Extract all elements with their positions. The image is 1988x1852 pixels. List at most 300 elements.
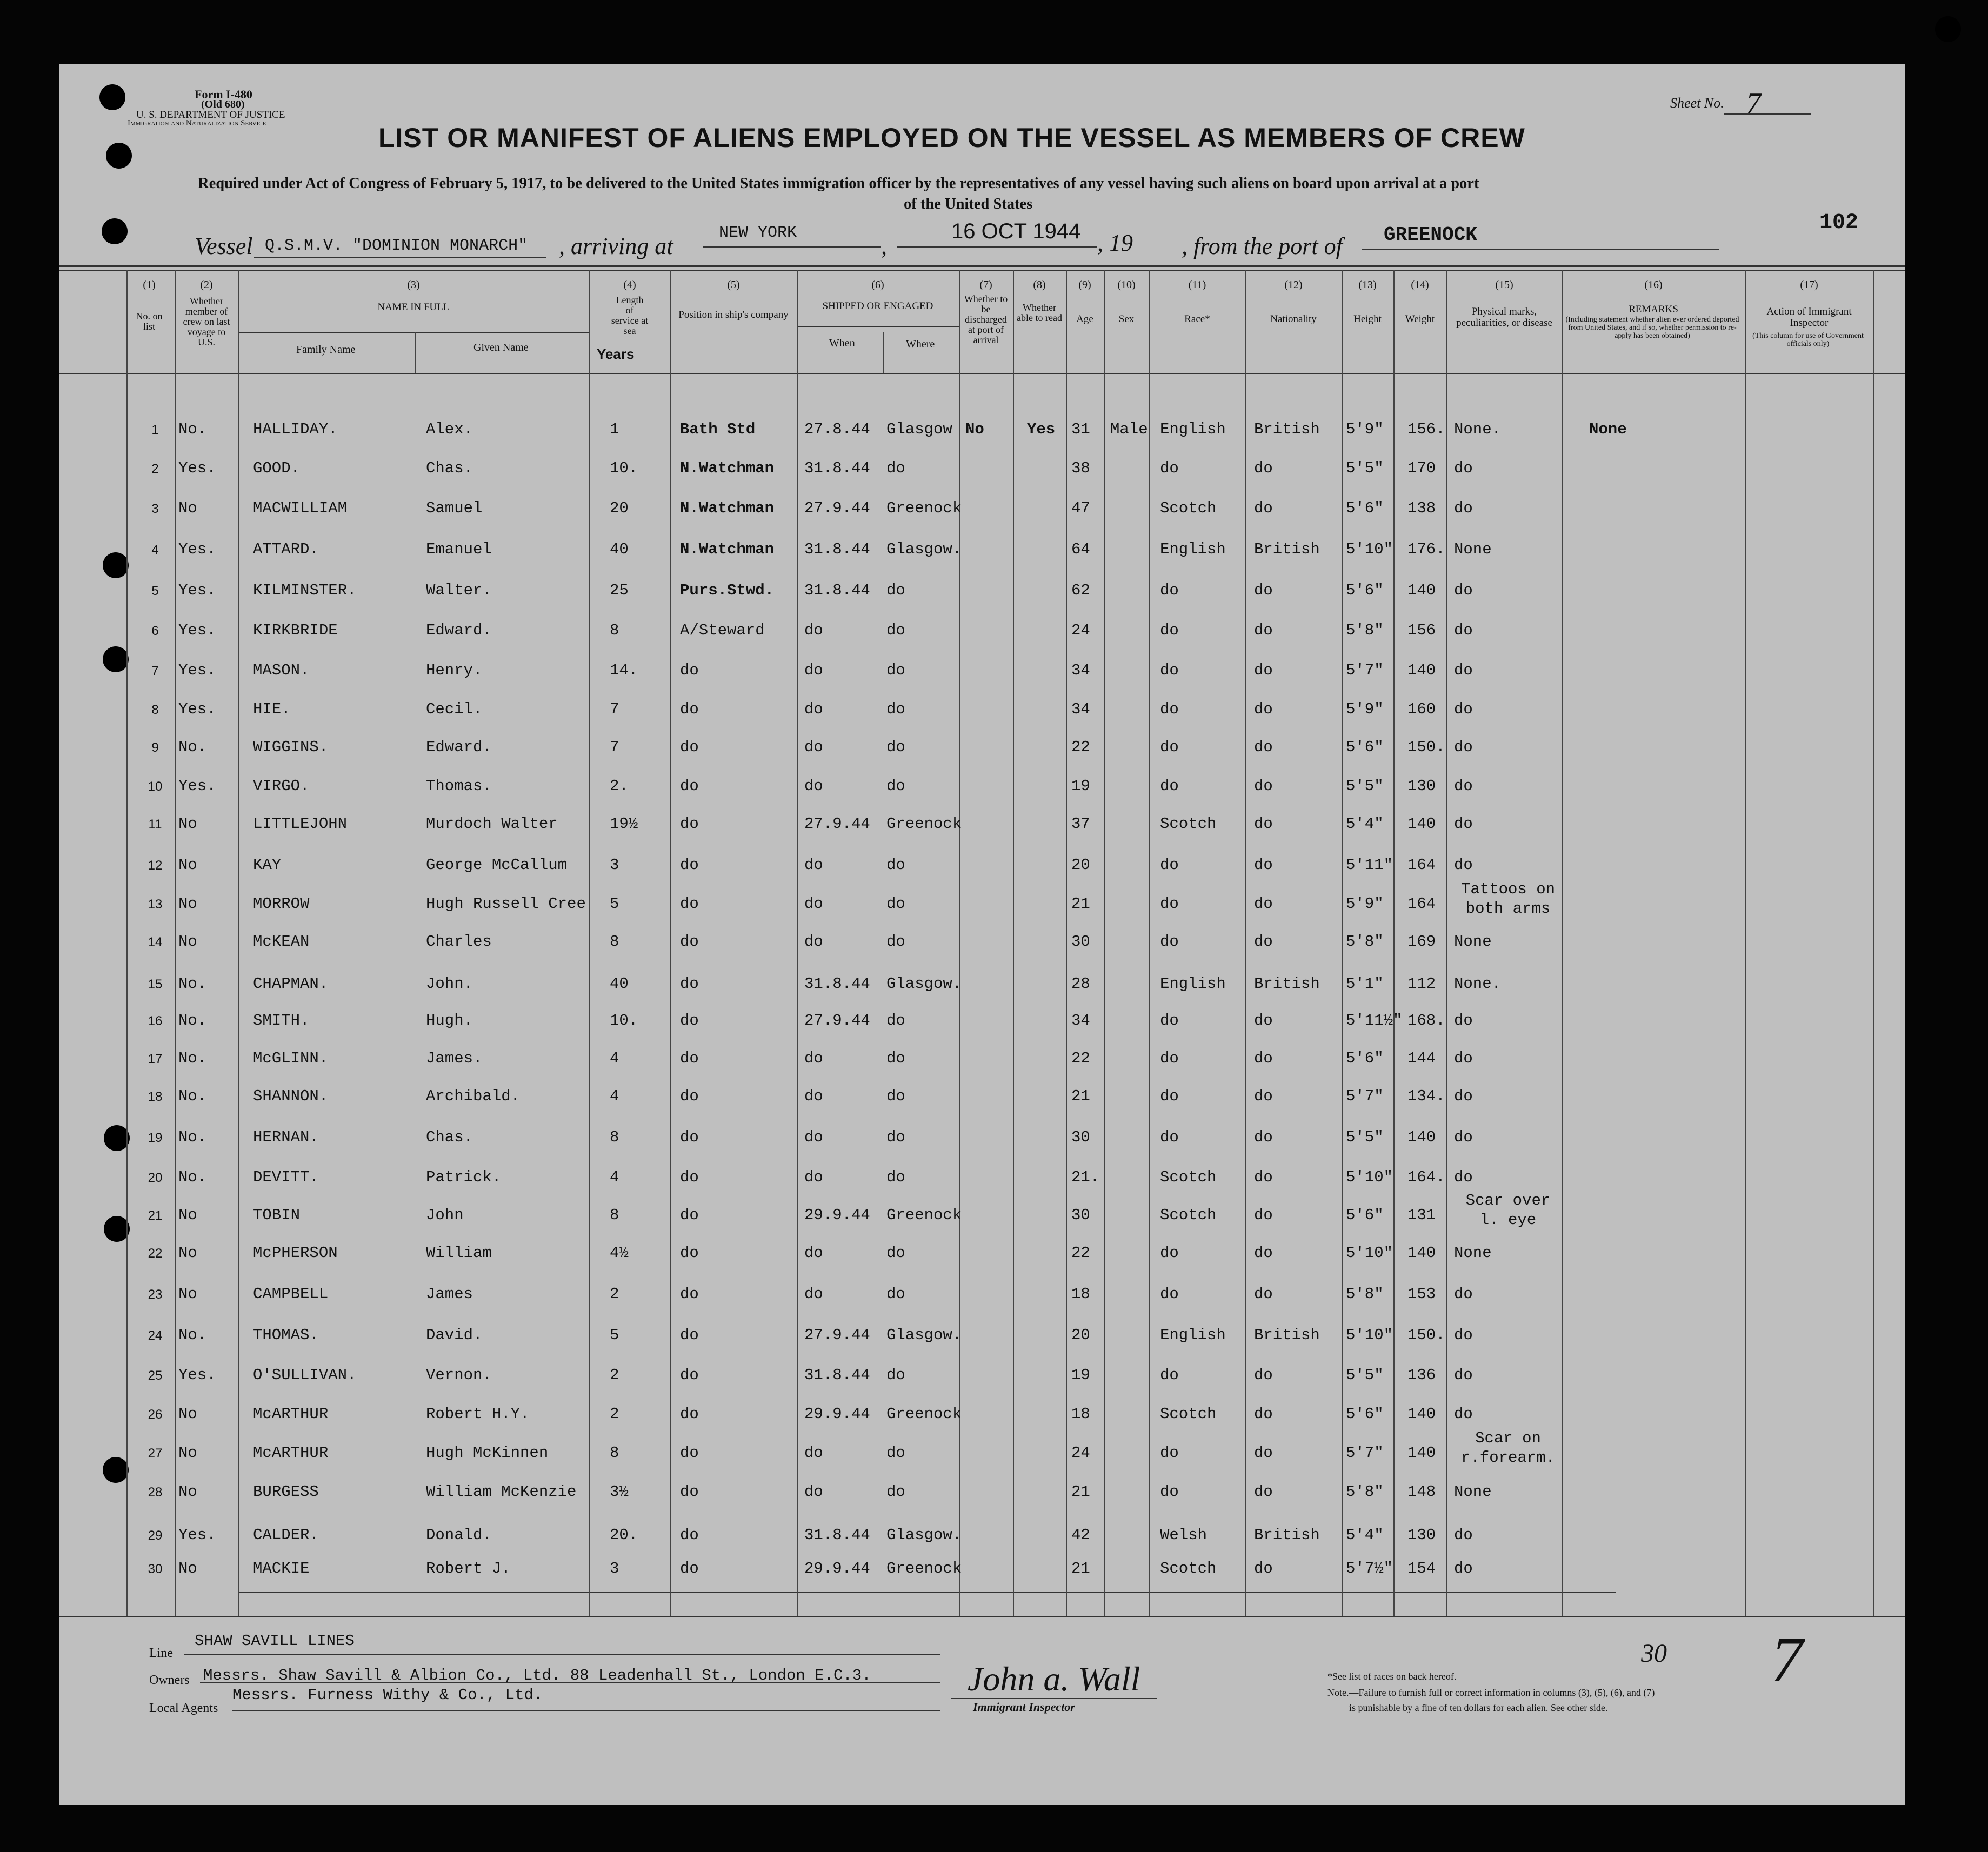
given-name-cell: John: [426, 1206, 464, 1224]
shipped-when-cell: do: [804, 777, 823, 795]
height-cell: 5'6": [1346, 581, 1384, 599]
prev-voyage-cell: No.: [178, 975, 207, 993]
shipped-when-cell: 31.8.44: [804, 581, 870, 599]
position-cell: do: [680, 1244, 699, 1262]
row-number-cell: 18: [148, 1089, 163, 1104]
race-cell: English: [1160, 540, 1226, 558]
shipped-when-cell: do: [804, 1483, 823, 1501]
row-number-cell: 26: [148, 1407, 163, 1422]
column-rule: [238, 270, 239, 1616]
weight-cell: 156.: [1407, 420, 1445, 438]
race-cell: Scotch: [1160, 1206, 1217, 1224]
weight-cell: 150.: [1407, 1326, 1445, 1344]
given-name-cell: Edward.: [426, 738, 492, 756]
nationality-cell: British: [1254, 975, 1320, 993]
shipped-where-cell: do: [886, 1444, 905, 1462]
column-rule: [589, 270, 590, 1616]
column-header: REMARKS: [1629, 304, 1678, 315]
nationality-cell: do: [1254, 1483, 1273, 1501]
column-header: No. on list: [136, 311, 163, 332]
nationality-cell: do: [1254, 738, 1273, 756]
physical-marks-cell: do: [1454, 700, 1473, 718]
given-name-cell: Chas.: [426, 1128, 473, 1146]
given-name-cell: Henry.: [426, 661, 483, 679]
height-cell: 5'5": [1346, 1366, 1384, 1384]
age-cell: 47: [1071, 499, 1090, 517]
column-header: Weight: [1405, 313, 1435, 325]
column-header: Whether to be discharged at port of arrival: [964, 293, 1008, 345]
family-name-cell: CHAPMAN.: [253, 975, 329, 993]
shipped-where-cell: do: [886, 700, 905, 718]
position-cell: do: [680, 1206, 699, 1224]
family-name-cell: SHANNON.: [253, 1087, 329, 1105]
form-old-number: (Old 680): [201, 98, 245, 110]
physical-marks-cell: do: [1454, 856, 1473, 874]
row-number-cell: 21: [148, 1208, 163, 1223]
age-cell: 19: [1071, 777, 1090, 795]
nationality-cell: British: [1254, 1526, 1320, 1544]
shipped-when-cell: do: [804, 1285, 823, 1303]
nationality-cell: do: [1254, 1128, 1273, 1146]
column-rule: [1446, 270, 1447, 1616]
column-header: SHIPPED OR ENGAGED: [822, 300, 933, 312]
given-name-cell: George McCallum: [426, 856, 568, 874]
weight-cell: 153: [1407, 1285, 1436, 1303]
weight-cell: 140: [1407, 1405, 1436, 1423]
nationality-cell: British: [1254, 420, 1320, 438]
position-cell: A/Steward: [680, 621, 765, 639]
column-number: (6): [871, 279, 884, 291]
given-name-cell: Thomas.: [426, 777, 492, 795]
prev-voyage-cell: No.: [178, 420, 207, 438]
age-cell: 21.: [1071, 1168, 1100, 1186]
service-length-cell: 3½: [610, 1483, 629, 1501]
nationality-cell: do: [1254, 459, 1273, 477]
weight-cell: 140: [1407, 1244, 1436, 1262]
weight-cell: 140: [1407, 661, 1436, 679]
agents-label: Local Agents: [149, 1701, 218, 1715]
race-cell: do: [1160, 777, 1179, 795]
row-number-cell: 30: [148, 1562, 163, 1576]
shipped-where-cell: do: [886, 1049, 905, 1067]
shipped-where-cell: do: [886, 738, 905, 756]
given-name-cell: Emanuel: [426, 540, 492, 558]
prev-voyage-cell: No: [178, 499, 197, 517]
service-length-cell: 7: [610, 738, 619, 756]
column-number: (14): [1411, 279, 1429, 291]
physical-marks-cell: do: [1454, 815, 1473, 833]
position-cell: do: [680, 856, 699, 874]
given-name-cell: Chas.: [426, 459, 473, 477]
given-name-cell: James.: [426, 1049, 483, 1067]
column-rule: [1873, 270, 1874, 1616]
row-number-cell: 7: [151, 664, 159, 678]
physical-marks-cell: Scar on r.forearm.: [1460, 1429, 1556, 1467]
given-name-cell: Vernon.: [426, 1366, 492, 1384]
physical-marks-cell: None.: [1454, 975, 1502, 993]
height-cell: 5'9": [1346, 895, 1384, 913]
row-number-cell: 6: [151, 624, 159, 638]
prev-voyage-cell: No.: [178, 1326, 207, 1344]
weight-cell: 170: [1407, 459, 1436, 477]
age-cell: 30: [1071, 1206, 1090, 1224]
height-cell: 5'8": [1346, 621, 1384, 639]
physical-marks-cell: do: [1454, 581, 1473, 599]
age-cell: 64: [1071, 540, 1090, 558]
race-cell: Scotch: [1160, 1405, 1217, 1423]
service-length-cell: 1: [610, 420, 619, 438]
service-length-cell: 8: [610, 621, 619, 639]
height-cell: 5'6": [1346, 738, 1384, 756]
agents-underline: [232, 1710, 940, 1711]
position-cell: N.Watchman: [680, 459, 775, 477]
row-number-cell: 3: [151, 502, 159, 516]
column-rule: [1066, 270, 1067, 1616]
physical-marks-cell: None: [1454, 1244, 1492, 1262]
service-length-cell: 2: [610, 1285, 619, 1303]
crew-count-handwritten: 30: [1641, 1639, 1667, 1668]
prev-voyage-cell: No: [178, 815, 197, 833]
physical-marks-cell: do: [1454, 1560, 1473, 1577]
position-cell: do: [680, 1366, 699, 1384]
column-header: Height: [1353, 313, 1382, 325]
name-header-rule: [238, 332, 589, 333]
position-cell: do: [680, 1526, 699, 1544]
shipped-when-cell: do: [804, 1244, 823, 1262]
row-number-cell: 4: [151, 543, 159, 557]
given-name-cell: Donald.: [426, 1526, 492, 1544]
shipped-when-cell: do: [804, 738, 823, 756]
column-rule: [1342, 270, 1343, 1616]
line-value: SHAW SAVILL LINES: [195, 1632, 355, 1650]
service-length-cell: 20.: [610, 1526, 638, 1544]
row-number-cell: 24: [148, 1328, 163, 1343]
position-cell: do: [680, 777, 699, 795]
department-name: U. S. DEPARTMENT OF JUSTICE: [136, 109, 285, 121]
physical-marks-cell: do: [1454, 1326, 1473, 1344]
row-number-cell: 1: [151, 423, 159, 437]
height-cell: 5'9": [1346, 420, 1384, 438]
arrival-date-stamp: 16 OCT 1944: [951, 219, 1081, 243]
service-length-cell: 4: [610, 1087, 619, 1105]
column-rule: [1393, 270, 1395, 1616]
weight-cell: 144: [1407, 1049, 1436, 1067]
shipped-where-cell: Glasgow: [886, 420, 952, 438]
weight-cell: 140: [1407, 1444, 1436, 1462]
column-header: Sex: [1118, 313, 1135, 325]
shipped-where-cell: do: [886, 777, 905, 795]
shipped-when-cell: 27.9.44: [804, 1326, 870, 1344]
weight-cell: 164.: [1407, 1168, 1445, 1186]
shipped-where-cell: Greenock: [886, 815, 962, 833]
given-name-cell: Cecil.: [426, 700, 483, 718]
position-cell: do: [680, 1405, 699, 1423]
family-name-cell: KILMINSTER.: [253, 581, 357, 599]
physical-marks-cell: do: [1454, 1049, 1473, 1067]
shipped-where-cell: do: [886, 1128, 905, 1146]
family-name-cell: BURGESS: [253, 1483, 319, 1501]
binder-hole: [102, 218, 128, 244]
nationality-cell: do: [1254, 1560, 1273, 1577]
race-cell: do: [1160, 1244, 1179, 1262]
sheet-number: 7: [1746, 87, 1761, 121]
column-number: (5): [727, 279, 740, 291]
family-name-cell: HIE.: [253, 700, 291, 718]
shipped-where-cell: do: [886, 1087, 905, 1105]
column-number: (3): [407, 279, 420, 291]
column-header: Race*: [1184, 313, 1210, 325]
sex-cell: Male: [1110, 420, 1148, 438]
prev-voyage-cell: No.: [178, 1012, 207, 1029]
binder-hole: [104, 1216, 130, 1242]
column-rule: [670, 270, 671, 1616]
nationality-cell: do: [1254, 621, 1273, 639]
arrival-comma: ,: [881, 233, 887, 259]
discharged-cell: No: [965, 420, 984, 438]
race-cell: do: [1160, 621, 1179, 639]
age-cell: 37: [1071, 815, 1090, 833]
age-cell: 42: [1071, 1526, 1090, 1544]
binder-hole: [103, 552, 129, 578]
shipped-where-cell: Glasgow.: [886, 975, 962, 993]
shipped-where-cell: Glasgow.: [886, 1526, 962, 1544]
physical-marks-cell: None: [1454, 540, 1492, 558]
nationality-cell: do: [1254, 1087, 1273, 1105]
prev-voyage-cell: Yes.: [178, 540, 216, 558]
shipped-where-cell: do: [886, 895, 905, 913]
prev-voyage-cell: Yes.: [178, 459, 216, 477]
column-number: (1): [143, 279, 156, 291]
able-to-read-cell: Yes: [1027, 420, 1056, 438]
nationality-cell: do: [1254, 581, 1273, 599]
shipped-header-rule: [797, 326, 959, 327]
nationality-cell: do: [1254, 1444, 1273, 1462]
race-cell: do: [1160, 895, 1179, 913]
service-length-cell: 4: [610, 1168, 619, 1186]
shipped-when-cell: 27.9.44: [804, 1012, 870, 1029]
race-cell: do: [1160, 1012, 1179, 1029]
shipped-where-cell: do: [886, 856, 905, 874]
table-bottom-rule: [59, 1616, 1905, 1617]
position-cell: do: [680, 933, 699, 951]
shipped-when-cell: 31.8.44: [804, 975, 870, 993]
column-number: (4): [623, 279, 636, 291]
year-label: , 19: [1097, 230, 1133, 256]
column-number: (11): [1188, 279, 1206, 291]
position-cell: do: [680, 895, 699, 913]
nationality-cell: British: [1254, 1326, 1320, 1344]
shipped-when-cell: 27.9.44: [804, 499, 870, 517]
service-length-cell: 14.: [610, 661, 638, 679]
service-length-cell: 25: [610, 581, 629, 599]
family-name-cell: CALDER.: [253, 1526, 319, 1544]
row-number-cell: 14: [148, 935, 163, 950]
races-note: *See list of races on back hereof.: [1327, 1671, 1457, 1682]
race-cell: English: [1160, 1326, 1226, 1344]
race-cell: do: [1160, 1444, 1179, 1462]
height-cell: 5'8": [1346, 1483, 1384, 1501]
given-name-cell: John.: [426, 975, 473, 993]
height-cell: 5'7": [1346, 1087, 1384, 1105]
family-name-cell: MASON.: [253, 661, 310, 679]
binder-hole: [103, 1457, 129, 1483]
prev-voyage-cell: No: [178, 1405, 197, 1423]
physical-marks-cell: Tattoos on both arms: [1460, 880, 1556, 918]
given-name-cell: Walter.: [426, 581, 492, 599]
race-cell: do: [1160, 933, 1179, 951]
family-name-cell: KAY: [253, 856, 282, 874]
row-number-cell: 27: [148, 1446, 163, 1461]
nationality-cell: do: [1254, 1366, 1273, 1384]
family-name-cell: HERNAN.: [253, 1128, 319, 1146]
race-cell: do: [1160, 700, 1179, 718]
position-cell: do: [680, 1087, 699, 1105]
service-length-cell: 5: [610, 1326, 619, 1344]
column-rule: [797, 270, 798, 1616]
binder-hole: [104, 1125, 130, 1151]
position-cell: do: [680, 661, 699, 679]
column-header: Position in ship's company: [678, 309, 789, 320]
physical-marks-cell: do: [1454, 459, 1473, 477]
weight-cell: 156: [1407, 621, 1436, 639]
row-number-cell: 28: [148, 1485, 163, 1500]
column-rule: [1245, 270, 1246, 1616]
physical-marks-cell: do: [1454, 777, 1473, 795]
age-cell: 38: [1071, 459, 1090, 477]
from-label: , from the port of: [1182, 233, 1343, 259]
age-cell: 22: [1071, 1049, 1090, 1067]
race-cell: Scotch: [1160, 1560, 1217, 1577]
physical-marks-cell: do: [1454, 499, 1473, 517]
row-number-cell: 11: [148, 817, 162, 832]
race-cell: do: [1160, 459, 1179, 477]
height-cell: 5'10": [1346, 1326, 1393, 1344]
years-header: Years: [597, 346, 635, 362]
prev-voyage-cell: No: [178, 895, 197, 913]
family-name-cell: WIGGINS.: [253, 738, 329, 756]
column-number: (16): [1644, 279, 1663, 291]
vessel-label: Vessel: [195, 233, 253, 259]
shipped-where-cell: do: [886, 459, 905, 477]
height-cell: 5'5": [1346, 1128, 1384, 1146]
position-cell: do: [680, 1326, 699, 1344]
form-subtitle-cont: of the United States: [904, 196, 1033, 212]
column-header: Nationality: [1270, 313, 1317, 325]
weight-cell: 138: [1407, 499, 1436, 517]
arriving-label: , arriving at: [559, 233, 673, 259]
prev-voyage-cell: No: [178, 1206, 197, 1224]
nationality-cell: do: [1254, 1049, 1273, 1067]
height-cell: 5'11½": [1346, 1012, 1403, 1029]
departure-port: GREENOCK: [1384, 224, 1477, 246]
height-cell: 5'6": [1346, 1049, 1384, 1067]
when-header: When: [829, 337, 855, 349]
physical-marks-cell: do: [1454, 661, 1473, 679]
race-cell: do: [1160, 661, 1179, 679]
row-number-cell: 19: [148, 1131, 163, 1145]
binder-hole: [103, 646, 129, 672]
age-cell: 30: [1071, 933, 1090, 951]
nationality-cell: do: [1254, 1405, 1273, 1423]
inspector-signature: John a. Wall: [968, 1660, 1140, 1698]
shipped-when-cell: do: [804, 661, 823, 679]
row-number-cell: 8: [151, 703, 159, 717]
prev-voyage-cell: Yes.: [178, 1526, 216, 1544]
family-name-cell: McKEAN: [253, 933, 310, 951]
service-length-cell: 7: [610, 700, 619, 718]
position-cell: do: [680, 1012, 699, 1029]
nationality-cell: do: [1254, 815, 1273, 833]
prev-voyage-cell: Yes.: [178, 1366, 216, 1384]
column-header: Age: [1076, 313, 1093, 325]
shipped-when-cell: do: [804, 856, 823, 874]
column-number: (12): [1284, 279, 1303, 291]
given-name-cell: William: [426, 1244, 492, 1262]
column-rule: [883, 332, 884, 373]
date-underline: [897, 246, 1097, 248]
shipped-when-cell: 31.8.44: [804, 1366, 870, 1384]
column-number: (17): [1800, 279, 1818, 291]
height-cell: 5'8": [1346, 933, 1384, 951]
given-name-cell: William McKenzie: [426, 1483, 577, 1501]
shipped-where-cell: do: [886, 1483, 905, 1501]
race-cell: do: [1160, 1285, 1179, 1303]
position-cell: do: [680, 1285, 699, 1303]
column-number: (2): [200, 279, 213, 291]
shipped-where-cell: Glasgow.: [886, 1326, 962, 1344]
table-top-rule-2: [59, 270, 1905, 271]
shipped-when-cell: do: [804, 700, 823, 718]
race-cell: do: [1160, 581, 1179, 599]
prev-voyage-cell: Yes.: [178, 621, 216, 639]
sheet-underline: [1724, 113, 1811, 115]
shipped-where-cell: Greenock: [886, 499, 962, 517]
age-cell: 22: [1071, 738, 1090, 756]
prev-voyage-cell: Yes.: [178, 581, 216, 599]
family-name-cell: MACWILLIAM: [253, 499, 348, 517]
family-name-cell: CAMPBELL: [253, 1285, 329, 1303]
family-name-cell: MACKIE: [253, 1560, 310, 1577]
given-name-cell: James: [426, 1285, 473, 1303]
column-header: Whether able to read: [1017, 302, 1062, 323]
service-length-cell: 40: [610, 540, 629, 558]
family-name-cell: KIRKBRIDE: [253, 621, 338, 639]
family-name-cell: ATTARD.: [253, 540, 319, 558]
owners-label: Owners: [149, 1673, 190, 1687]
family-name-cell: DEVITT.: [253, 1168, 319, 1186]
shipped-where-cell: Greenock: [886, 1206, 962, 1224]
physical-marks-cell: do: [1454, 1087, 1473, 1105]
column-number: (8): [1033, 279, 1046, 291]
from-port-underline: [1362, 249, 1719, 250]
shipped-when-cell: 29.9.44: [804, 1206, 870, 1224]
row-number-cell: 2: [151, 462, 159, 476]
age-cell: 30: [1071, 1128, 1090, 1146]
nationality-cell: do: [1254, 1285, 1273, 1303]
weight-cell: 134.: [1407, 1087, 1445, 1105]
weight-cell: 164: [1407, 895, 1436, 913]
column-header: Action of Immigrant Inspector: [1766, 306, 1852, 329]
row-number-cell: 10: [148, 779, 163, 794]
prev-voyage-cell: No: [178, 1483, 197, 1501]
height-cell: 5'10": [1346, 1244, 1393, 1262]
nationality-cell: British: [1254, 540, 1320, 558]
vessel-underline: [254, 257, 546, 258]
service-length-cell: 4½: [610, 1244, 629, 1262]
prev-voyage-cell: No: [178, 1285, 197, 1303]
age-cell: 22: [1071, 1244, 1090, 1262]
nationality-cell: do: [1254, 856, 1273, 874]
